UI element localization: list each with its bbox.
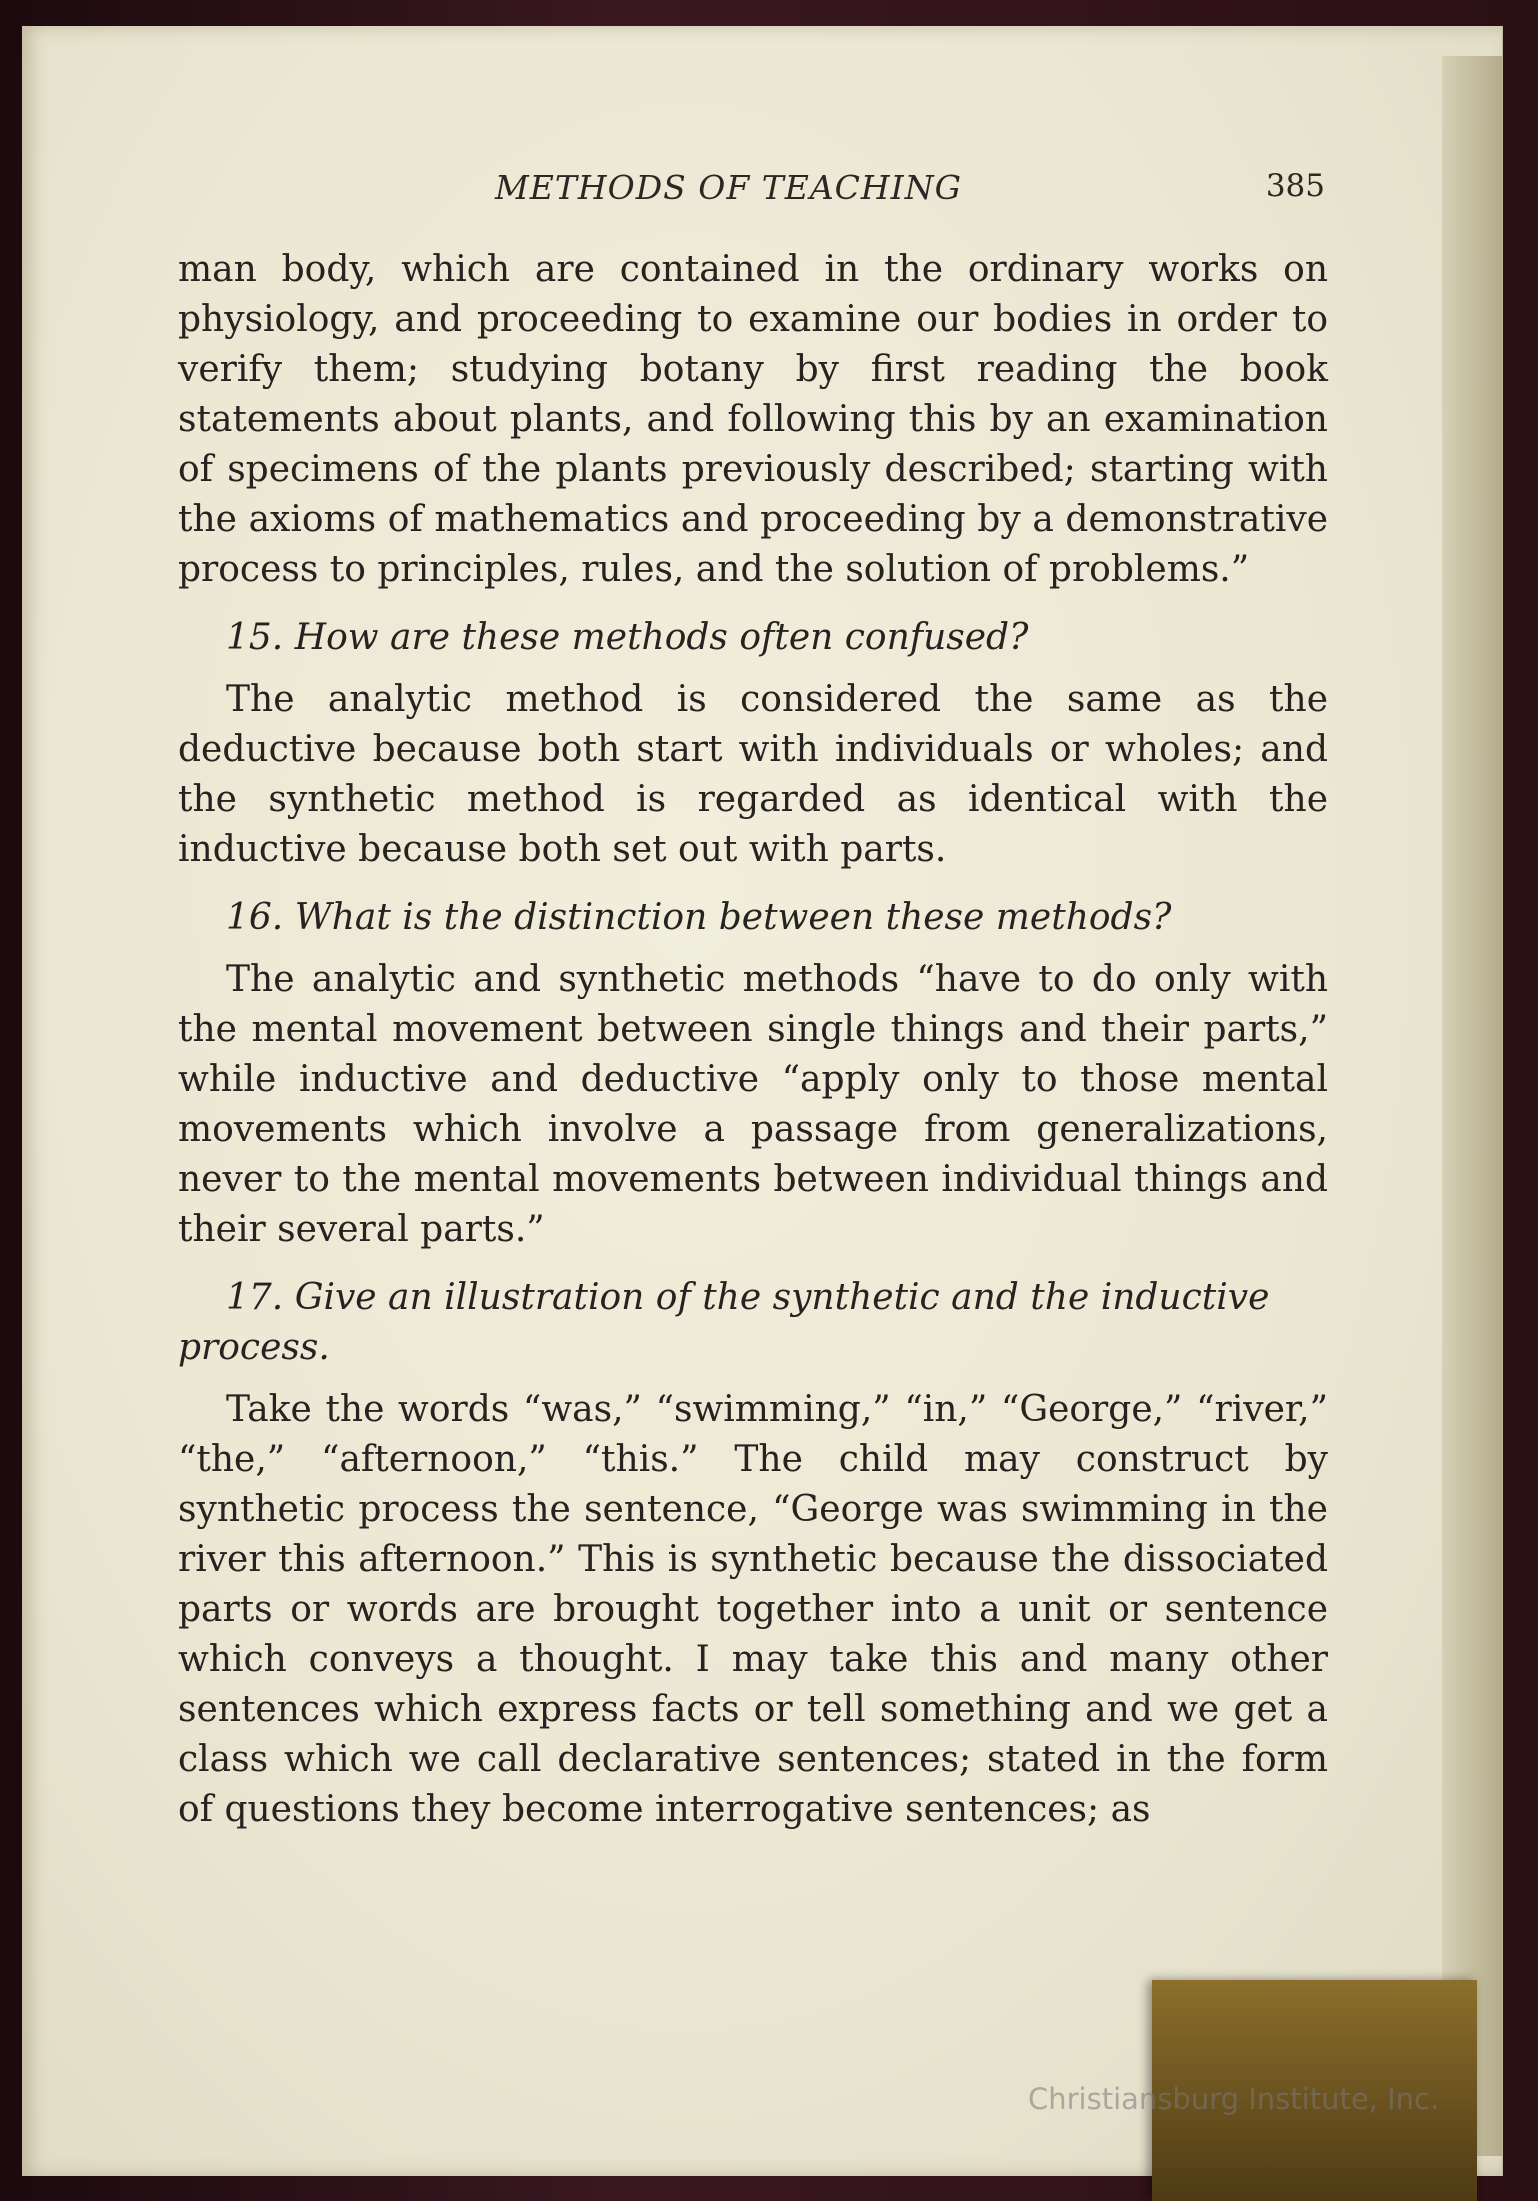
answer-17: Take the words “was,” “swimming,” “in,” “George,” “river,” “the,” “afternoon,” “this.” The child may construct by synthetic process the sentence, “George was swimming in the river this afternoon.” This is synthetic because the dissociated parts or words are brought together into a unit or sentence which conveys a thought. I may take this and many other sentences which express facts or tell something and we get a class which we call declarative sentences; stated in the form of questions they become interrogative sentences; as <box>178 1389 1328 1830</box>
opening-paragraph: man body, which are contained in the ordinary works on physiology, and proceeding to examine our bodies in order to verify them; studying botany by first reading the book statements about plants, and following this by an examination of specimens of the plants previously described; starting with the axioms of mathematics and proceeding by a demonstrative process to principles, rules, and the solution of problems.” <box>178 249 1328 590</box>
answer-16: The analytic and synthetic methods “have to do only with the mental movement between single things and their parts,” while inductive and deductive “apply only to those mental movements which involve a passage from generalizations, never to the mental movements between individual things and their several parts.” <box>178 959 1328 1250</box>
answer-15: The analytic method is considered the same as the deductive because both start with individuals or wholes; and the synthetic method is regarded as identical with the inductive because both set out with parts. <box>178 679 1328 870</box>
page-header <box>180 168 1325 214</box>
watermark: Christiansburg Institute, Inc. <box>1028 2082 1440 2116</box>
page-number: 385 <box>1265 168 1325 204</box>
question-15: 15. How are these methods often confused? <box>226 617 1029 658</box>
question-17: 17. Give an illustration of the synthetic and the inductive process. <box>178 1277 1270 1368</box>
page-edge <box>1442 56 1502 2156</box>
page-body <box>178 245 1328 1835</box>
running-head: METHODS OF TEACHING <box>495 168 962 207</box>
question-16: 16. What is the distinction between these methods? <box>226 897 1172 938</box>
